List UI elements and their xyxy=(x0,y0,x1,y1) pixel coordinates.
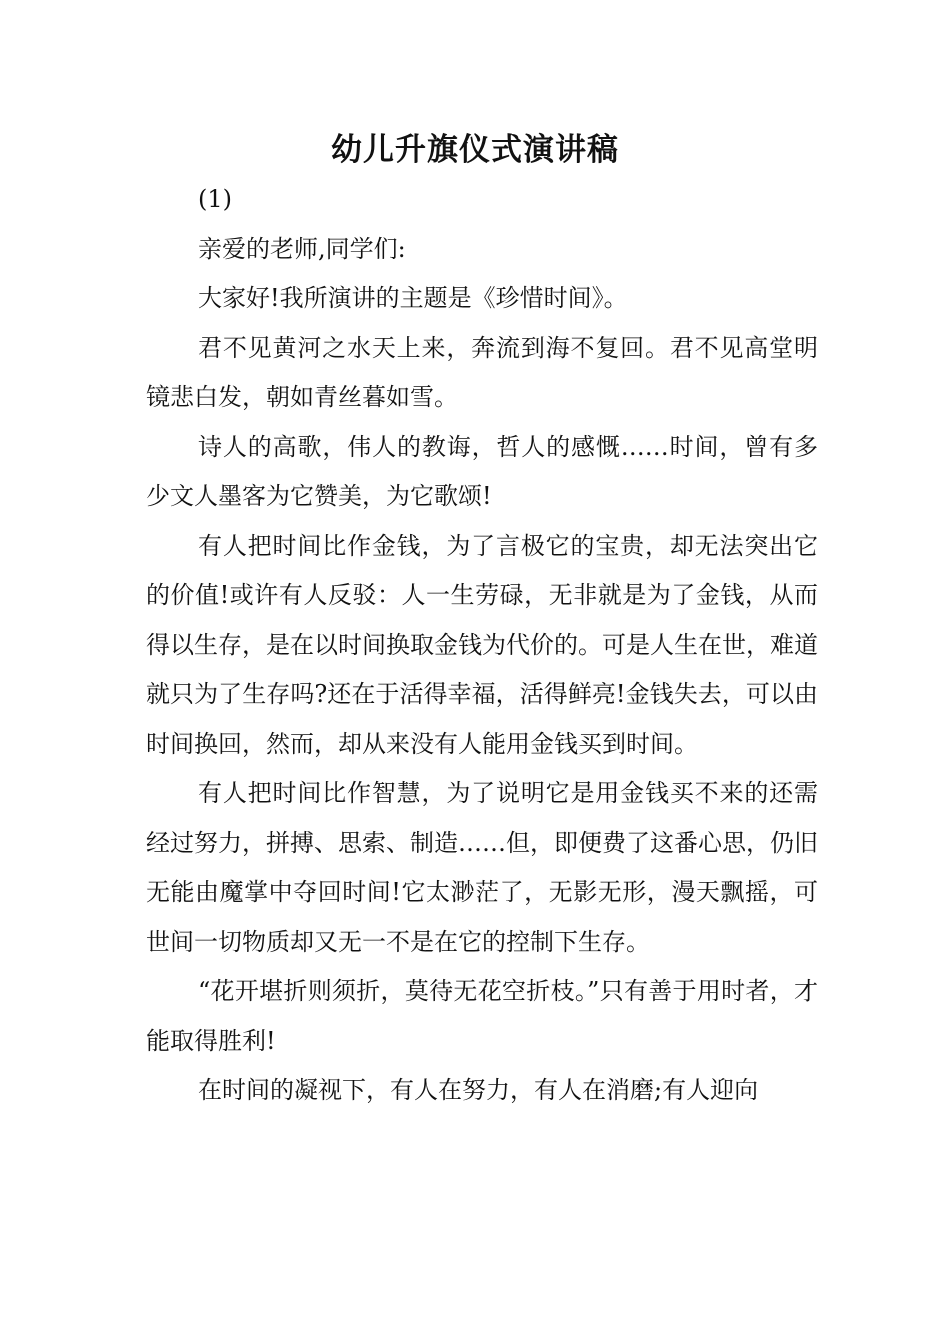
document-body xyxy=(146,175,818,1116)
paragraph-time-wisdom: 有人把时间比作智慧，为了说明它是用金钱买不来的还需经过努力，拼搏、思索、制造……但，即便费了这番心思，仍旧无能由魔掌中夺回时间!它太渺茫了，无影无形，漫天飘摇，可世间一切物质却又无一不是在它的控制下生存。 xyxy=(146,779,818,956)
paragraph-greeting: 大家好!我所演讲的主题是《珍惜时间》。 xyxy=(198,284,628,312)
paragraph-section-number: (1) xyxy=(198,185,232,213)
paragraph-gaze-of-time: 在时间的凝视下，有人在努力，有人在消磨;有人迎向 xyxy=(198,1076,759,1104)
paragraph-salutation: 亲爱的老师,同学们: xyxy=(198,234,406,263)
paragraph-flower-quote: “花开堪折则须折，莫待无花空折枝。”只有善于用时者，才能取得胜利! xyxy=(146,977,818,1055)
paragraph-time-money: 有人把时间比作金钱，为了言极它的宝贵，却无法突出它的价值!或许有人反驳：人一生劳碌，无非就是为了金钱，从而得以生存，是在以时间换取金钱为代价的。可是人生在世，难道就只为了生存吗?还在于活得幸福，活得鲜亮!金钱失去，可以由时间换回，然而，却从来没有人能用金钱买到时间。 xyxy=(146,531,818,758)
document-title: 幼儿升旗仪式演讲稿 xyxy=(331,132,619,168)
paragraph-poem-quote: 君不见黄河之水天上来，奔流到海不复回。君不见高堂明镜悲白发，朝如青丝暮如雪。 xyxy=(146,333,818,411)
paragraph-praise: 诗人的高歌，伟人的教诲，哲人的感慨……时间，曾有多少文人墨客为它赞美，为它歌颂! xyxy=(146,432,818,510)
